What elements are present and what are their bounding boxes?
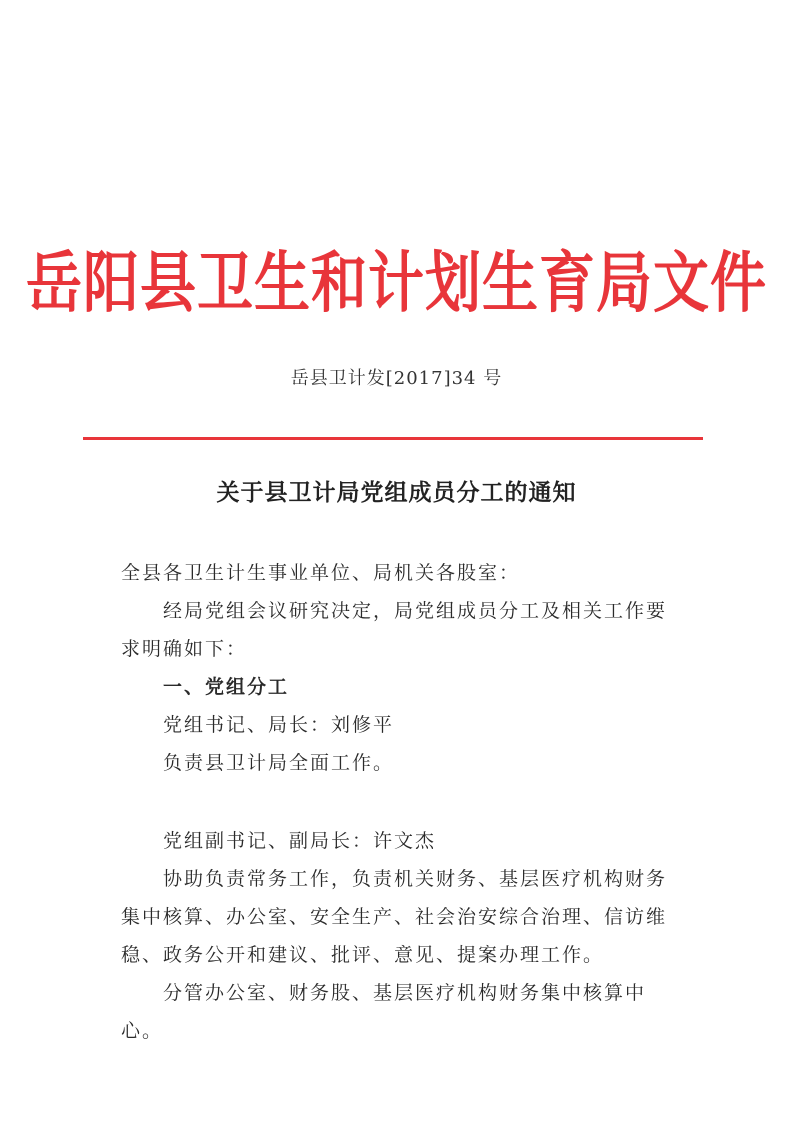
paragraph-gap — [121, 782, 681, 822]
member2-role: 党组副书记、副局长：许文杰 — [163, 830, 437, 852]
section-heading-party-division: 一、党组分工 — [163, 676, 290, 698]
red-divider-line — [83, 437, 703, 440]
addressee: 全县各卫生计生事业单位、局机关各股室： — [121, 562, 521, 584]
document-title: 关于县卫计局党组成员分工的通知 — [216, 479, 577, 506]
member1-role: 党组书记、局长：刘修平 — [163, 714, 395, 736]
member1-duty: 负责县卫计局全面工作。 — [163, 752, 395, 774]
member2-duty-line1: 协助负责常务工作，负责机关财务、基层医疗机构财务 — [163, 868, 668, 890]
document-body — [121, 554, 681, 1050]
member2-duty-line2: 集中核算、办公室、安全生产、社会治安综合治理、信访维 — [121, 906, 668, 928]
document-number: 岳县卫计发[2017]34 号 — [290, 368, 503, 389]
intro-paragraph-line2: 求明确如下： — [121, 638, 248, 660]
member2-oversee: 分管办公室、财务股、基层医疗机构财务集中核算中心。 — [121, 982, 647, 1042]
member2-duty-line3: 稳、政务公开和建议、批评、意见、提案办理工作。 — [121, 944, 605, 966]
masthead-title: 岳阳县卫生和计划生育局文件 — [26, 244, 767, 323]
intro-paragraph-line1: 经局党组会议研究决定，局党组成员分工及相关工作要 — [163, 600, 668, 622]
